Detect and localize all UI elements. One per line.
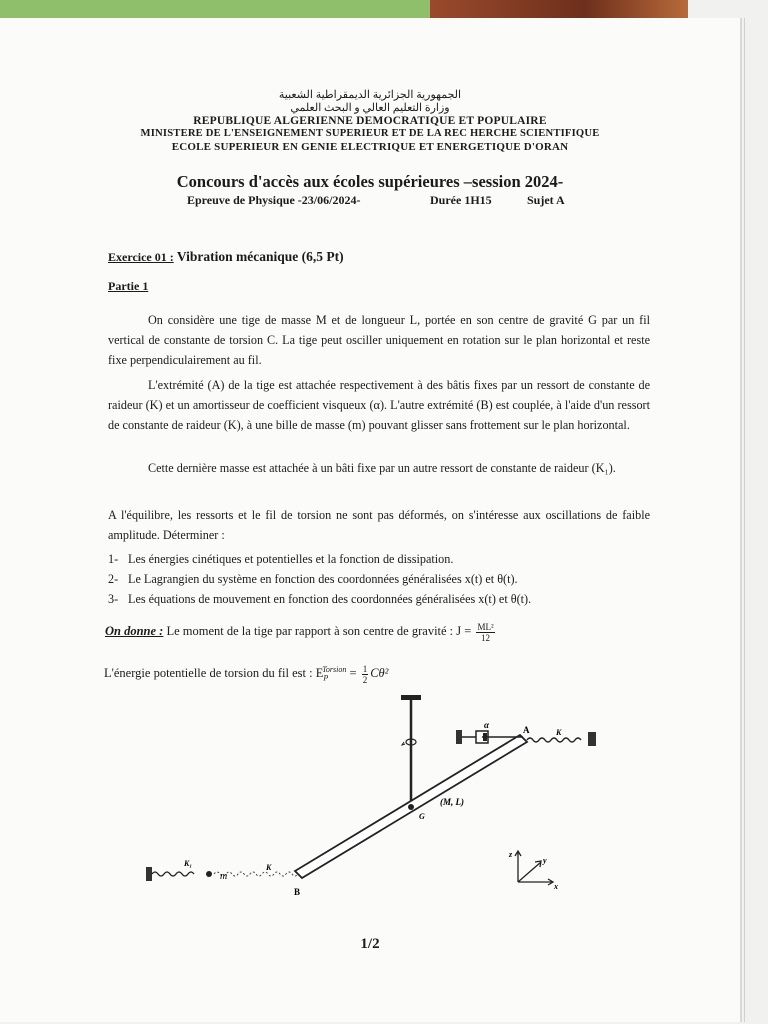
label-mass-length: (M, L): [440, 797, 464, 807]
damper-fixed-support: [456, 730, 462, 744]
part-heading: Partie 1: [108, 279, 149, 293]
label-A: A: [523, 725, 530, 735]
label-alpha: α: [484, 720, 489, 730]
spring-k-right: [527, 738, 581, 742]
axis-y-line: [518, 862, 541, 882]
exam-duration: Durée 1H15: [430, 193, 492, 207]
header-arabic-line1: الجمهورية الجزائرية الديمقراطية الشعبية: [278, 89, 462, 101]
given-torsion-energy: L'énergie potentielle de torsion du fil est : $E_P^{Torsion}$ = $\frac{1}{2}$ Cθ²: [104, 663, 389, 685]
question-2: 2- Le Lagrangien du système en fonction des coordonnées généralisées x(t) et θ(t).: [108, 572, 518, 586]
spring-right-fixed-support: [588, 732, 596, 746]
label-axis-x: x: [554, 882, 558, 891]
label-K1: K₁: [184, 859, 193, 868]
header-republic: REPUBLIQUE ALGERIENNE DEMOCRATIQUE ET POPULAIRE: [193, 115, 547, 127]
paragraph-1: On considère une tige de masse M et de longueur L, portée en son centre de gravité G par un fil vertical de constante de torsion C. La tige peut osciller uniquement en rotation sur le plan horizontal et reste fixe perpendiculairement au fil.: [108, 313, 650, 367]
torsion-fraction: $\frac{1}{2}$: [362, 663, 368, 685]
damper-piston: [483, 733, 487, 741]
mass-m: [206, 871, 212, 877]
center-of-gravity: [408, 804, 414, 810]
label-m: m: [220, 871, 228, 882]
question-1: 1- Les énergies cinétiques et potentielles et la fonction de dissipation.: [108, 552, 454, 566]
left-fixed-support: [146, 867, 152, 881]
header-ministry: MINISTERE DE L'ENSEIGNEMENT SUPERIEUR ET DE LA REC HERCHE SCIENTIFIQUE: [140, 128, 600, 139]
ceiling-mount: [401, 695, 421, 700]
given-label: On donne :: [105, 624, 164, 638]
exercise-label: Exercice 01 :: [108, 250, 174, 264]
page-number: 1/2: [360, 936, 380, 952]
spring-k1: [152, 872, 194, 876]
paragraph-4: A l'équilibre, les ressorts et le fil de torsion ne sont pas déformés, on s'intéresse aux oscillations de faible amplitude. Déterminer :: [108, 508, 650, 542]
exam-subject-date: Epreuve de Physique -23/06/2024-: [187, 193, 361, 207]
label-K-right: K: [556, 728, 562, 737]
moment-fraction: $\frac{\text{ML²}}{12}$: [477, 621, 494, 643]
question-3: 3- Les équations de mouvement en fonction des coordonnées généralisées x(t) et θ(t).: [108, 592, 532, 606]
label-B: B: [294, 887, 301, 897]
paragraph-2: L'extrémité (A) de la tige est attachée respectivement à des bâtis fixes par un ressort de constante de raideur (K) et un amortisseur de coefficient visqueux (α). L'autre extrémité (B) est couplée, à l'aide d'un ressort de constante de raideur (K), à une bille de masse (m) pouvant glisser sans frottement sur le plan horizontal.: [108, 378, 650, 432]
paragraph-3: Cette dernière masse est attachée à un bâti fixe par un autre ressort de constante de raideur (K₁).: [148, 461, 616, 475]
header-school: ECOLE SUPERIEUR EN GENIE ELECTRIQUE ET ENERGETIQUE D'ORAN: [171, 141, 569, 153]
label-K-left: K: [266, 863, 272, 872]
given-moment: On donne : Le moment de la tige par rapport à son centre de gravité : J = $\frac{\text{ML²}}{12}$: [105, 621, 494, 643]
exercise-title: Vibration mécanique (6,5 Pt): [173, 249, 344, 264]
rotation-arrowhead-icon: [402, 742, 405, 745]
label-axis-z: z: [509, 850, 513, 859]
label-axis-y: y: [543, 856, 547, 865]
label-G: G: [419, 812, 425, 821]
exam-version: Sujet A: [527, 193, 565, 207]
exam-title: Concours d'accès aux écoles supérieures –session 2024-: [176, 172, 564, 191]
page-edge: [744, 18, 745, 1022]
header-arabic-line2: وزارة التعليم العالي و البحث العلمي: [290, 102, 450, 114]
